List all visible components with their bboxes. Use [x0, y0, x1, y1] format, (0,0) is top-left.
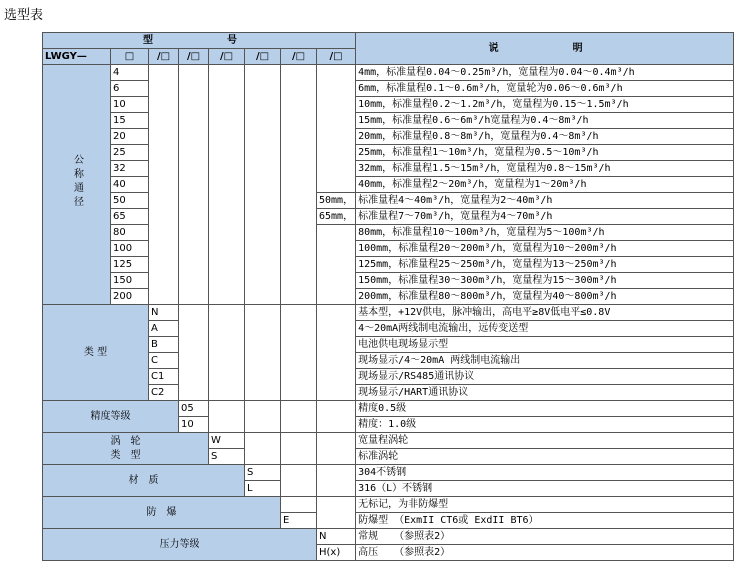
diameter-desc: 40mm，标准量程2～20m³/h，宽量程为1～20m³/h [356, 177, 734, 193]
diameter-code: 4 [111, 65, 149, 81]
diameter-desc: 15mm，标准量程0.6～6m³/h宽量程为0.4～8m³/h [356, 113, 734, 129]
type-desc: 现场显示/RS485通讯协议 [356, 369, 734, 385]
slot-7: /□ [317, 49, 356, 65]
blank-cell [179, 305, 209, 401]
blank-cell [317, 401, 356, 433]
type-code: A [149, 321, 179, 337]
blank-cell [317, 113, 356, 129]
blank-cell [281, 401, 317, 433]
header-row-1 [43, 33, 734, 49]
explosion-desc: 防爆型 （ExmII CT6或 ExdII BT6） [356, 513, 734, 529]
turbine-code: S [209, 449, 245, 465]
type-desc: 现场显示/HART通讯协议 [356, 385, 734, 401]
turbine-row [43, 433, 734, 449]
blank-cell [317, 145, 356, 161]
diameter-desc: 标准量程7～70m³/h，宽量程为4～70m³/h [356, 209, 734, 225]
accuracy-desc: 精度0.5级 [356, 401, 734, 417]
diameter-row [43, 177, 734, 193]
blank-cell [317, 273, 356, 289]
turbine-label-2: 类 型 [110, 449, 141, 461]
type-code: N [149, 305, 179, 321]
blank-cell [317, 305, 356, 401]
material-desc: 316（L）不锈钢 [356, 481, 734, 497]
blank-cell [317, 177, 356, 193]
diameter-code: 65 [111, 209, 149, 225]
blank-cell [317, 97, 356, 113]
diameter-desc: 6mm，标准量程0.1～0.6m³/h，宽量轮为0.06～0.6m³/h [356, 81, 734, 97]
pressure-desc: 常规 （参照表2） [356, 529, 734, 545]
blank-cell [317, 129, 356, 145]
diameter-row [43, 241, 734, 257]
diameter-group-label [43, 65, 111, 305]
explosion-row [43, 497, 734, 513]
page-title: 选型表 [4, 8, 44, 23]
blank-cell [281, 65, 317, 305]
blank-cell [317, 465, 356, 497]
diameter-row [43, 193, 734, 209]
diameter-desc: 80mm，标准量程10～100m³/h，宽量程为5～100m³/h [356, 225, 734, 241]
diameter-row [43, 145, 734, 161]
blank-cell [281, 433, 317, 465]
blank-cell [317, 241, 356, 257]
diameter-desc: 125mm，标准量程25～250m³/h，宽量程为13～250m³/h [356, 257, 734, 273]
diameter-row [43, 81, 734, 97]
blank-cell [317, 225, 356, 241]
type-code: C [149, 353, 179, 369]
blank-cell [245, 401, 281, 433]
turbine-code: W [209, 433, 245, 449]
explosion-desc: 无标记，为非防爆型 [356, 497, 734, 513]
diameter-desc: 标准量程4～40m³/h，宽量程为2～40m³/h [356, 193, 734, 209]
diameter-row [43, 273, 734, 289]
diameter-desc: 200mm，标准量程80～800m³/h，宽量程为40～800m³/h [356, 289, 734, 305]
turbine-desc: 标准涡轮 [356, 449, 734, 465]
blank-cell [317, 161, 356, 177]
blank-cell [209, 401, 245, 433]
pressure-group-label: 压力等级 [43, 529, 317, 561]
diameter-prefix: 50mm， [317, 193, 356, 209]
type-row [43, 305, 734, 321]
blank-cell [317, 433, 356, 465]
turbine-desc: 宽量程涡轮 [356, 433, 734, 449]
pressure-code: N [317, 529, 356, 545]
diameter-code: 125 [111, 257, 149, 273]
diameter-desc: 100mm，标准量程20～200m³/h，宽量程为10～200m³/h [356, 241, 734, 257]
blank-cell [317, 289, 356, 305]
diameter-code: 20 [111, 129, 149, 145]
diameter-label: 公称通径 [71, 154, 83, 210]
blank-cell [209, 65, 245, 305]
blank-cell [245, 433, 281, 465]
diameter-row [43, 209, 734, 225]
blank-cell [149, 65, 179, 305]
type-code: B [149, 337, 179, 353]
model-header: 型 号 [43, 33, 356, 49]
type-group-label: 类 型 [43, 305, 149, 401]
blank-cell [209, 305, 245, 401]
diameter-code: 32 [111, 161, 149, 177]
accuracy-desc: 精度：1.0级 [356, 417, 734, 433]
diameter-code: 100 [111, 241, 149, 257]
diameter-row [43, 65, 734, 81]
diameter-desc: 4mm，标准量程0.04～0.25m³/h，宽量程为0.04～0.4m³/h [356, 65, 734, 81]
diameter-row [43, 289, 734, 305]
diameter-code: 80 [111, 225, 149, 241]
diameter-code: 10 [111, 97, 149, 113]
type-desc: 基本型，+12V供电，脉冲输出，高电平≥8V低电平≤0.8V [356, 305, 734, 321]
type-code: C2 [149, 385, 179, 401]
turbine-label-1: 涡 轮 [110, 435, 141, 447]
diameter-desc: 32mm，标准量程1.5～15m³/h，宽量程为0.8～15m³/h [356, 161, 734, 177]
selection-table [42, 32, 734, 561]
pressure-row [43, 529, 734, 545]
explosion-code [281, 497, 317, 513]
blank-cell [317, 497, 356, 529]
explosion-code: E [281, 513, 317, 529]
blank-cell [179, 65, 209, 305]
slot-4: /□ [209, 49, 245, 65]
diameter-code: 50 [111, 193, 149, 209]
accuracy-row [43, 401, 734, 417]
blank-cell [317, 81, 356, 97]
blank-cell [317, 65, 356, 81]
slot-2: /□ [149, 49, 179, 65]
diameter-desc: 150mm，标准量程30～300m³/h，宽量程为15～300m³/h [356, 273, 734, 289]
diameter-row [43, 129, 734, 145]
pressure-code: H(x) [317, 545, 356, 561]
diameter-code: 150 [111, 273, 149, 289]
diameter-row [43, 161, 734, 177]
slot-3: /□ [179, 49, 209, 65]
blank-cell [281, 465, 317, 497]
slot-1: □ [111, 49, 149, 65]
blank-cell [245, 65, 281, 305]
slot-5: /□ [245, 49, 281, 65]
accuracy-code: 10 [179, 417, 209, 433]
diameter-desc: 25mm，标准量程1～10m³/h，宽量程为0.5～10m³/h [356, 145, 734, 161]
type-desc: 电池供电现场显示型 [356, 337, 734, 353]
type-desc: 4～20mA两线制电流输出，远传变送型 [356, 321, 734, 337]
diameter-row [43, 113, 734, 129]
diameter-code: 40 [111, 177, 149, 193]
diameter-row [43, 225, 734, 241]
diameter-prefix: 65mm， [317, 209, 356, 225]
blank-cell [281, 305, 317, 401]
accuracy-code: 05 [179, 401, 209, 417]
pressure-desc: 高压 （参照表2） [356, 545, 734, 561]
explosion-group-label: 防 爆 [43, 497, 281, 529]
diameter-row [43, 97, 734, 113]
type-desc: 现场显示/4～20mA 两线制电流输出 [356, 353, 734, 369]
diameter-code: 200 [111, 289, 149, 305]
diameter-desc: 20mm，标准量程0.8～8m³/h，宽量程为0.4～8m³/h [356, 129, 734, 145]
blank-cell [245, 305, 281, 401]
description-header: 说 明 [356, 33, 734, 65]
blank-cell [317, 257, 356, 273]
diameter-code: 6 [111, 81, 149, 97]
material-group-label: 材 质 [43, 465, 245, 497]
lwgy-prefix: LWGY— [43, 49, 111, 65]
type-code: C1 [149, 369, 179, 385]
material-desc: 304不锈钢 [356, 465, 734, 481]
diameter-code: 15 [111, 113, 149, 129]
diameter-row [43, 257, 734, 273]
material-row [43, 465, 734, 481]
material-code: L [245, 481, 281, 497]
turbine-group-label [43, 433, 209, 465]
material-code: S [245, 465, 281, 481]
diameter-desc: 10mm，标准量程0.2～1.2m³/h，宽量程为0.15～1.5m³/h [356, 97, 734, 113]
diameter-code: 25 [111, 145, 149, 161]
accuracy-group-label: 精度等级 [43, 401, 179, 433]
slot-6: /□ [281, 49, 317, 65]
